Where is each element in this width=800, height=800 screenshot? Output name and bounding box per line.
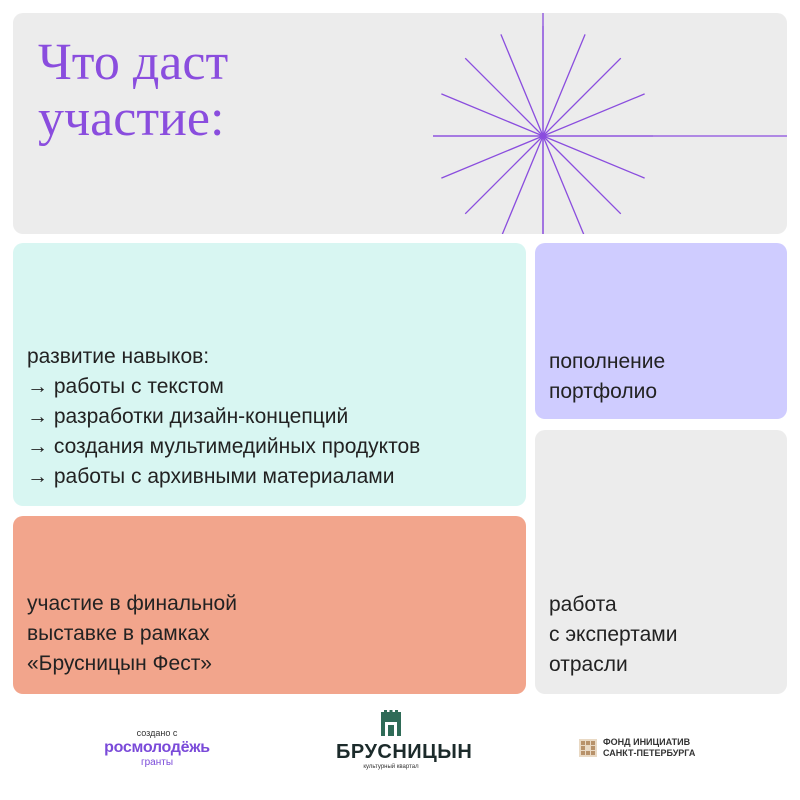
skills-heading: развитие навыков: bbox=[27, 345, 210, 368]
skill-item: → работы с текстом bbox=[27, 375, 224, 398]
skills-list bbox=[27, 342, 420, 492]
skills-card bbox=[13, 243, 526, 506]
portfolio-line: пополнение bbox=[549, 350, 666, 373]
page-title: Что даст участие: bbox=[38, 34, 229, 147]
exhibition-line: участие в финальной bbox=[27, 592, 237, 615]
fond-emblem-icon bbox=[578, 738, 598, 758]
rosmolodezh-name: росмолодёжь bbox=[104, 739, 210, 756]
starburst-ray bbox=[543, 58, 621, 136]
portfolio-text bbox=[549, 347, 665, 407]
experts-card bbox=[535, 430, 787, 694]
portfolio-line: портфолио bbox=[549, 380, 658, 403]
brusnitsyn-name: БРУСНИЦЫН bbox=[336, 741, 473, 763]
experts-line: с экспертами bbox=[549, 623, 678, 646]
starburst-ray bbox=[543, 136, 621, 214]
skill-item: → разработки дизайн-концепций bbox=[27, 405, 349, 428]
fond-logo bbox=[578, 737, 708, 759]
brusnitsyn-sub: культурный квартал bbox=[363, 764, 419, 770]
brusnitsyn-emblem-icon bbox=[380, 710, 402, 736]
fond-line: ФОНД ИНИЦИАТИВ bbox=[603, 737, 691, 747]
fond-line: САНКТ-ПЕТЕРБУРГА bbox=[603, 748, 696, 758]
experts-line: отрасли bbox=[549, 653, 628, 676]
brusnitsyn-logo bbox=[336, 710, 473, 771]
rosmolodezh-prefix: создано с bbox=[136, 728, 178, 738]
skill-item: → работы с архивными материалами bbox=[27, 465, 395, 488]
exhibition-line: выставке в рамках bbox=[27, 622, 210, 645]
rosmolodezh-sub: гранты bbox=[140, 757, 174, 768]
starburst-icon bbox=[423, 13, 787, 234]
rosmolodezh-logo bbox=[92, 728, 222, 768]
experts-line: работа bbox=[549, 593, 617, 616]
skill-item: → создания мультимедийных продуктов bbox=[27, 435, 421, 458]
exhibition-line: «Брусницын Фест» bbox=[27, 652, 212, 675]
hero-card bbox=[13, 13, 787, 234]
starburst-ray bbox=[465, 58, 543, 136]
exhibition-text bbox=[27, 589, 237, 679]
portfolio-card bbox=[535, 243, 787, 419]
experts-text bbox=[549, 590, 677, 680]
exhibition-card bbox=[13, 516, 526, 694]
starburst-ray bbox=[465, 136, 543, 214]
